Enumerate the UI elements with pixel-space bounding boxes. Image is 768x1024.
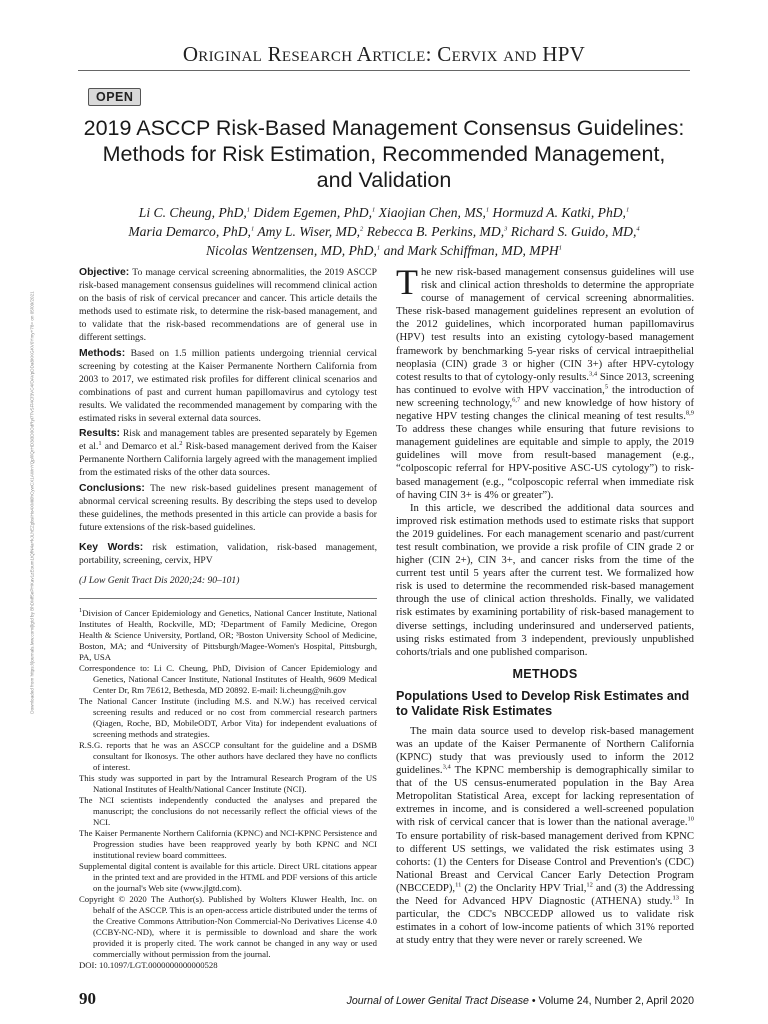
download-watermark-text: Downloaded from https://journals.lww.com/jlgtd by BhDMf5ePHKav1zEoum1tQfN4a+kJLhEZgbsIHo4XMi0hCywCX1AWnYQp/IlQrHD3i3D0OdRyi7TvSFl4Cf3VC4/OAVpDDa8KKGKV0Ymy+78= on 05/09/2021	[29, 291, 35, 714]
footnotes	[79, 608, 377, 971]
abstract	[79, 266, 377, 587]
subsection-heading: Populations Used to Develop Risk Estimates and to Validate Risk Estimates	[396, 688, 690, 718]
footnote: The NCI scientists independently conducted the analyses and prepared the manuscript; the conclusions do not necessarily reflect the official views of the NCI.	[79, 795, 377, 828]
right-column	[396, 262, 695, 947]
keywords: Key Words: risk estimation, validation, risk-based management, portability, screening, cervix, HPV	[79, 541, 377, 566]
body-paragraph: In this article, we described the additional data sources and improved risk estimation methods used to estimate risks that support the 2019 guidelines. For each management scenario and past/current test result combination, we provide a risk profile of CIN grade 2 or higher (CIN 2+), CIN 3+, and cancer risks from the time of the current test until 5 years after the current test. We formalized how risk is used to determine the recommended risk-based management through the use of clinical action thresholds. Finally, we validated risk estimates by examining portability of risk-based management to diverse settings, including underinsured and underserved patients, using risks estimated from 3 independent, previously unpublished cohorts/trials and one published comparison.	[396, 501, 694, 658]
footnote: The Kaiser Permanente Northern California (KPNC) and NCI-KPNC Persistence and Progression studies have been reapproved yearly by both KPNC and NCI institutional review board committees.	[79, 828, 377, 861]
footnote: R.S.G. reports that he was an ASCCP consultant for the guideline and a DSMB consultant for Ikonosys. The other authors have declared they have no conflicts of interest.	[79, 740, 377, 773]
citation: (J Low Genit Tract Dis 2020;24: 90–101)	[79, 575, 240, 587]
title-line: and Validation	[316, 168, 452, 192]
section-header: Original Research Article: Cervix and HPV	[182, 42, 586, 66]
footnote-correspondence: Correspondence to: Li C. Cheung, PhD, Division of Cancer Epidemiology and Genetics, National Cancer Institute, National Institutes of Health, 9609 Medical Center Dr, Rm 7E612, Bethesda, MD 20892. E-mail: li.cheung@nih.gov	[79, 663, 377, 696]
footnote-copyright: Copyright © 2020 The Author(s). Published by Wolters Kluwer Health, Inc. on behalf of the ASCCP. This is an open-access article distributed under the terms of the Creative Commons Attribution-Non Commercial-No Derivatives License 4.0 (CCBY-NC-ND), where it is permissible to download and share the work provided it is properly cited. The work cannot be changed in any way or used commercially without permission from the journal.	[79, 894, 377, 960]
footnote: Supplemental digital content is available for this article. Direct URL citations appear in the printed text and are provided in the HTML and PDF versions of this article on the journal's Web site (www.jlgtd.com).	[79, 861, 377, 894]
open-access-badge: OPEN	[88, 88, 141, 106]
left-column	[79, 266, 377, 971]
methods-heading: METHODS	[512, 666, 578, 681]
footnote-affiliations: $^1$Division of Cancer Epidemiology and Genetics, National Cancer Institute, National Institutes of Health, Rockville, MD; ²Department of Family Medicine, Oregon Health & Science University, Portland, OR; ³Boston University School of Medicine, Boston, MA; and ⁴University of Pittsburgh/Magee-Women's Hospital, Pittsburgh, PA, USA	[79, 607, 377, 663]
download-watermark	[27, 270, 37, 750]
title-line: 2019 ASCCP Risk-Based Management Consensus Guidelines:	[83, 116, 685, 140]
doi[interactable]: DOI: 10.1097/LGT.0000000000000528	[79, 960, 218, 971]
abstract-results: Results: Risk and management tables are presented separately by Egemen et al.$^1$ and Demarco et al.$^2$ Risk-based management derived from the Kaiser Permanente Northern California largely agreed with the management implied from the estimated risks of the other data sources.	[79, 428, 377, 479]
author-line: Maria Demarco, PhD,$^1$ Amy L. Wiser, MD,$^2$ Rebecca B. Perkins, MD,$^3$ Richard S. Guido, MD,$^4$	[128, 224, 640, 239]
page-number: 90	[79, 989, 96, 1008]
abstract-objective: Objective: To manage cervical screening abnormalities, the 2019 ASCCP risk-based management consensus guidelines will recommend clinical action on the basis of risk of cervical precancer and cancer. This article details the methods used to estimate risk, to determine the risk-based management, and to validate that the risk-based recommendations are of general use in different settings.	[79, 267, 377, 344]
title-line: Methods for Risk Estimation, Recommended Management,	[102, 142, 666, 166]
author-line: Li C. Cheung, PhD,$^1$ Didem Egemen, PhD,$^1$ Xiaojian Chen, MS,$^1$ Hormuzd A. Katki, PhD,$^1$	[138, 205, 630, 220]
author-list	[70, 203, 698, 260]
body-paragraph: The new risk-based management consensus guidelines will use risk and clinical action thresholds to determine the appropriate course of management of cervical screening abnormalities. These risk-based management guidelines represent an evolution of the 2012 guidelines, which incorporated human papillomavirus (HPV) test results into an existing cytology-based management framework by benchmarking 5-year risks of cervical intraepithelial neoplasia (CIN) grade 3 or higher (CIN 3+) after HPV-cytology cotest results to that of cytology-only results.$^{3,4}$ Since 2013, screening has continued to evolve with HPV vaccination,$^5$ the introduction of new screening technology,$^{6,7}$ and new knowledge of how history of negative HPV testing changes the clinical meaning of test results.$^{8,9}$ To address these changes while ensuring that future revisions to management guidelines are equitable and simple to apply, the 2019 guidelines will move from result-based management (e.g., “colposcopic referral for HPV-positive ASC-US cytology”) to risk-based management (e.g., “colposcopic referral when immediate risk of having CIN 3+ is 4% or greater”).	[396, 262, 695, 501]
author-line: Nicolas Wentzensen, MD, PhD,$^1$ and Mark Schiffman, MD, MPH$^1$	[205, 243, 562, 258]
footnote: The National Cancer Institute (including M.S. and N.W.) has received cervical screening results and reduced or no cost from commercial research partners (Qiagen, Roche, BD, MobileODT, Arbor Vita) for independent evaluations of screening methods and strategies.	[79, 696, 377, 740]
journal-info: Journal of Lower Genital Tract Disease • Volume 24, Number 2, April 2020	[346, 995, 694, 1007]
abstract-rule	[79, 598, 377, 599]
article-title	[60, 115, 708, 193]
drop-cap: T	[396, 262, 418, 302]
body-paragraph: The main data source used to develop risk-based management was an update of the Kaiser Permanente of Northern California (KPNC) study that was previously used to inform the 2012 guidelines.$^{3,4}$ The KPNC membership is demographically similar to that of the US census-enumerated population in the Bay Area Metropolitan Statistical Area, except for lacking representation of extremes in income, and is considered a well-screened population with risk of cervical cancer that is lower than the national average.$^{10}$ To ensure portability of risk-based management derived from KPNC to different US settings, we validated the risk estimates using 3 cohorts: (1) the Centers for Disease Control and Prevention's (CDC) National Breast and Cervical Cancer Early Detection Program (NBCCEDP),$^{11}$ (2) the Onclarity HPV Trial,$^{12}$ and (3) the Addressing the Need for Advanced HPV Diagnostic (ATHENA) study.$^{13}$ In particular, the CDC's NBCCEDP allowed us to validate risk estimates in a cohort of low-income patients of which 31% reported at study entry that they were never or rarely screened. We	[396, 724, 695, 947]
abstract-methods: Methods: Based on 1.5 million patients undergoing triennial cervical screening by cotesting at the Kaiser Permanente Northern California from 2003 to 2017, we estimated risk profiles for different clinical scenarios and combinations of past and current human papillomavirus and cytology test results. We validated the recommended management by comparing with the estimated risks in several external data sources.	[79, 347, 377, 425]
footnote: This study was supported in part by the Intramural Research Program of the US National Institutes of Health/National Cancer Institute (NCI).	[79, 773, 377, 795]
header-rule	[78, 70, 690, 71]
abstract-conclusions: Conclusions: The new risk-based guidelines present management of abnormal cervical screening results. By describing the steps used to develop these guidelines, the methods presented in this article can provide a basis for future extensions of the risk-based guidelines.	[79, 482, 377, 533]
